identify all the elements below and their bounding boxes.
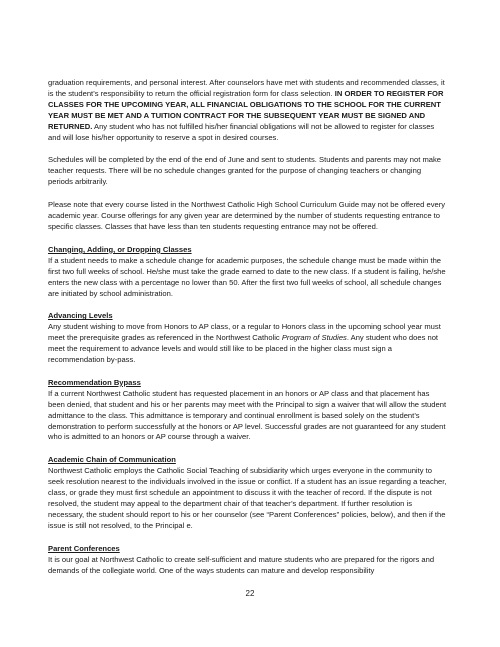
program-of-studies-title: Program of Studies xyxy=(281,333,347,343)
section-heading: Parent Conferences xyxy=(48,543,120,553)
section-body: Any student wishing to move from Honors to AP class, or a regular to Honors class in the upcoming school year must meet the prerequisite grades as referenced in the Northwest Catholic xyxy=(48,322,441,343)
page-number: 22 xyxy=(245,589,255,598)
section-heading: Changing, Adding, or Dropping Classes xyxy=(48,244,192,254)
section-parent-conferences xyxy=(48,544,448,577)
section-body-continued: . Any student who does not meet the requirement to advance levels and would still like to be placed in the higher class must sign a recommendation by-pass. xyxy=(48,333,439,365)
financial-obligations-notice: IN ORDER TO REGISTER FOR CLASSES FOR THE UPCOMING YEAR, ALL FINANCIAL OBLIGATIONS TO THE SCHOOL FOR THE CURRENT YEAR MUST BE MET AND A TUITION CONTRACT FOR THE SUBSEQUENT YEAR MUST BE SIGNED AND RETURNED. xyxy=(48,88,444,131)
section-heading: Advancing Levels xyxy=(48,311,113,321)
registration-paragraph xyxy=(48,78,448,143)
section-heading: Academic Chain of Communication xyxy=(48,455,176,465)
section-chain-of-communication xyxy=(48,455,448,531)
section-body: If a current Northwest Catholic student has requested placement in an honors or AP class and that placement has been denied, that student and his or her parents may meet with the Principal to sign a waiver that will allow the student admittance to the class. This admittance is temporary and continual enrollment is based solely on the student’s demonstration to perform successfully at the honors or AP level. Successful grades are not guaranteed for any student who is admitted to an honors or AP course through a waiver. xyxy=(48,388,447,442)
section-recommendation-bypass xyxy=(48,378,448,443)
section-advancing-levels xyxy=(48,311,448,366)
schedules-paragraph: Schedules will be completed by the end of the end of June and sent to students. Students and parents may not make teacher requests. There will be no schedule changes granted for the purpose of changing teachers or changing periods arbitrarily. xyxy=(48,155,442,187)
registration-text-continued: Any student who has not fulfilled his/her financial obligations will not be allowed to register for classes and will lose his/her opportunity to reserve a spot in desired courses. xyxy=(48,121,435,142)
section-body: It is our goal at Northwest Catholic to create self-sufficient and mature students who are prepared for the rigors and demands of the collegiate world. One of the ways students can mature and develop responsibility xyxy=(48,554,435,575)
section-body: Northwest Catholic employs the Catholic Social Teaching of subsidiarity which urges everyone in the community to seek resolution nearest to the individuals involved in the issue or conflict. If a student has an issue regarding a teacher, class, or grade they must first schedule an appointment to discuss it with the teacher of record. If the dispute is not resolved, the student may appeal to the department chair of that teacher’s department. If further resolution is necessary, the student should report to his or her counselor (see “Parent Conferences” policies, below), and then if the issue is still not resolved, to the Principal e. xyxy=(48,466,447,530)
section-heading: Recommendation Bypass xyxy=(48,377,141,387)
section-body: If a student needs to make a schedule change for academic purposes, the schedule change must be made within the first two full weeks of school. He/she must take the grade earned to date to the new class. If a student is failing, he/she enters the new class with a percentage no lower than 50. After the first two full weeks of school, all schedule changes are initiated by school administration. xyxy=(48,255,446,298)
section-changing-classes xyxy=(48,245,448,300)
registration-text: graduation requirements, and personal interest. After counselors have met with students and recommended classes, it is the student’s responsibility to return the official registration form for class selection. xyxy=(48,78,445,98)
course-offerings-paragraph: Please note that every course listed in the Northwest Catholic High School Curriculum Guide may not be offered every academic year. Course offerings for any given year are determined by the number of students requesting entrance to specific classes. Classes that have less than ten students requesting entrance may not be offered. xyxy=(48,200,446,231)
